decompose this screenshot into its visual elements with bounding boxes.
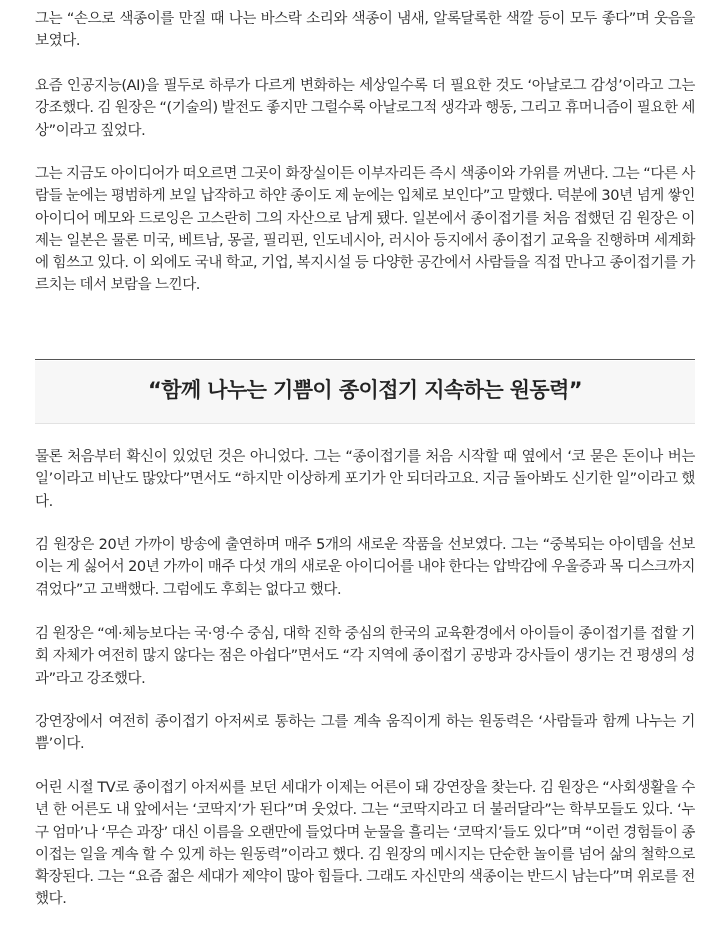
article-paragraph: 강연장에서 여전히 종이접기 아저씨로 통하는 그를 계속 움직이게 하는 원동력은 ‘사람들과 함께 나누는 기쁨’이다. xyxy=(35,714,695,753)
article-paragraph: 물론 처음부터 확신이 있었던 것은 아니었다. 그는 “종이접기를 처음 시작할 때 옆에서 ‘코 묻은 돈이나 버는 일’이라고 비난도 많았다”면서도 “하지만 이상하게 포기가 안 되더라고요. 지금 돌아봐도 신기한 일”이라고 했다. xyxy=(35,449,695,510)
article-paragraph: 김 원장은 20년 가까이 방송에 출연하며 매주 5개의 새로운 작품을 선보였다. 그는 “중복되는 아이템을 선보이는 게 싫어서 20년 가까이 매주 다섯 개의 새로운 아이디어를 내야 한다는 압박감에 우울증과 목 디스크까지 겪었다”고 고백했다. 그럼에도 후회는 없다고 했다. xyxy=(35,537,695,598)
article-paragraph: 요즘 인공지능(AI)을 필두로 하루가 다르게 변화하는 세상일수록 더 필요한 것도 ‘아날로그 감성’이라고 그는 강조했다. 김 원장은 “(기술의) 발전도 좋지만 그럴수록 아날로그적 생각과 행동, 그리고 휴머니즘이 필요한 세상”이라고 짚었다. xyxy=(35,78,695,139)
subheading-top-divider xyxy=(35,359,695,360)
article-subheading: “함께 나누는 기쁨이 종이접기 지속하는 원동력” xyxy=(148,378,582,402)
article-paragraph: 어린 시절 TV로 종이접기 아저씨를 보던 세대가 이제는 어른이 돼 강연장을 찾는다. 김 원장은 “사회생활을 수년 한 어른도 내 앞에서는 ‘코딱지’가 된다”며 웃었다. 그는 “코딱지라고 더 불러달라”는 학부모들도 있다. ‘누구 엄마’나 ‘무슨 과장’ 대신 이름을 오랜만에 들었다며 눈물을 흘리는 ‘코딱지’들도 있다”며 “이런 경험들이 종이접는 일을 계속 할 수 있게 하는 원동력”이라고 했다. 김 원장의 메시지는 단순한 놀이를 넘어 삶의 철학으로 확장된다. 그는 “요즘 젊은 세대가 제약이 많아 힘들다. 그래도 자신만의 색종이는 반드시 남는다”며 위로를 전했다. xyxy=(35,780,695,908)
article-paragraph: 그는 “손으로 색종이를 만질 때 나는 바스락 소리와 색종이 냄새, 알록달록한 색깔 등이 모두 좋다”며 웃음을 보였다. xyxy=(35,11,695,50)
article-paragraph: 김 원장은 “예·체능보다는 국·영·수 중심, 대학 진학 중심의 한국의 교육환경에서 아이들이 종이접기를 접할 기회 자체가 여전히 많지 않다는 점은 아쉽다”면서도 “각 지역에 종이접기 공방과 강사들이 생기는 건 평생의 성과”라고 강조했다. xyxy=(35,626,695,687)
article-paragraph: 그는 지금도 아이디어가 떠오르면 그곳이 화장실이든 이부자리든 즉시 색종이와 가위를 꺼낸다. 그는 “다른 사람들 눈에는 평범하게 보일 납작하고 하얀 종이도 제 눈에는 입체로 보인다”고 말했다. 덕분에 30년 넘게 쌓인 아이디어 메모와 드로잉은 고스란히 그의 자산으로 남게 됐다. 일본에서 종이접기를 처음 접했던 김 원장은 이제는 일본은 물론 미국, 베트남, 몽골, 필리핀, 인도네시아, 러시아 등지에서 종이접기 교육을 진행하며 세계화에 힘쓰고 있다. 이 외에도 국내 학교, 기업, 복지시설 등 다양한 공간에서 사람들을 직접 만나고 종이접기를 가르치는 데서 보람을 느낀다. xyxy=(35,166,695,294)
subheading-bottom-divider xyxy=(35,423,695,424)
